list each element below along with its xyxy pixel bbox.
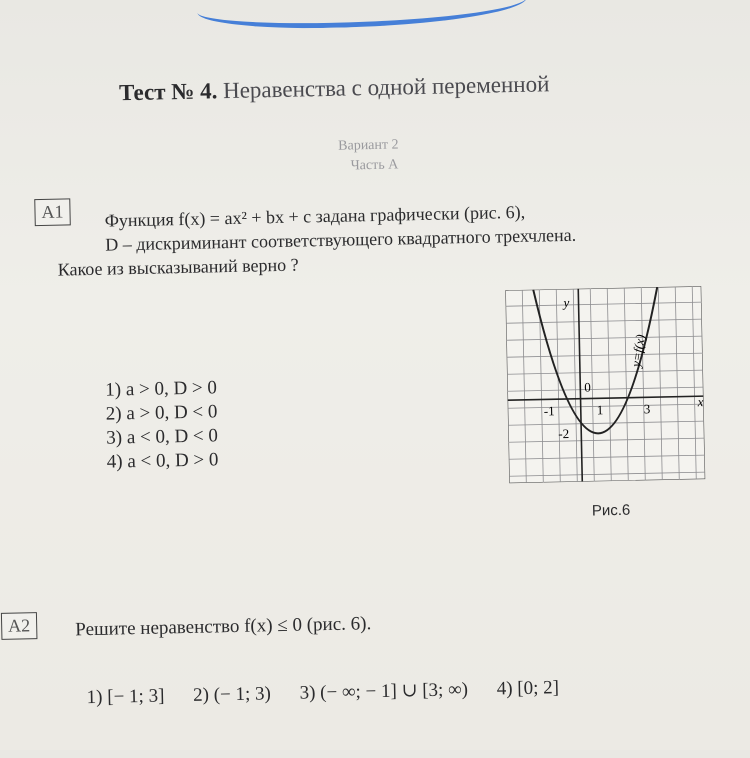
curve-label: y=f(x) xyxy=(628,333,648,368)
y-axis-label: y xyxy=(563,294,570,311)
a2-answer-2: 2) (− 1; 3) xyxy=(192,683,272,706)
tick-neg2: -2 xyxy=(558,425,570,442)
question-a2-text: Решите неравенство f(x) ≤ 0 (рис. 6). xyxy=(75,613,372,641)
tick-neg1: -1 xyxy=(543,403,555,419)
tick-3: 3 xyxy=(643,401,651,417)
question-a1-line1: Функция f(x) = ax² + bx + c задана графически (рис. 6), xyxy=(104,201,526,231)
pen-mark xyxy=(197,0,528,31)
part-label: Часть A xyxy=(350,157,399,174)
parabola-graph xyxy=(505,286,705,483)
test-topic: Неравенства с одной переменной xyxy=(222,71,550,104)
test-number: Тест № 4. xyxy=(118,78,218,106)
a2-answer-4: 4) [0; 2] xyxy=(496,677,560,700)
a1-options xyxy=(105,376,219,474)
question-a1-line2: D – дискриминант соответствующего квадратного трехчлена. xyxy=(105,224,577,255)
a1-option-2: 2) a > 0, D < 0 xyxy=(105,401,218,425)
test-title xyxy=(119,71,550,106)
a1-option-3: 3) a < 0, D < 0 xyxy=(106,425,219,449)
a1-option-1: 1) a > 0, D > 0 xyxy=(105,377,218,401)
question-a1-line3: Какое из высказываний верно ? xyxy=(57,254,299,280)
variant-label: Вариант 2 xyxy=(338,137,399,154)
question-a1-label: A1 xyxy=(34,198,71,226)
a2-answers xyxy=(86,676,583,709)
x-axis-label: x xyxy=(697,394,704,410)
a1-option-4: 4) a < 0, D > 0 xyxy=(106,449,219,473)
a2-answer-1: 1) [− 1; 3] xyxy=(86,685,165,709)
tick-1: 1 xyxy=(596,402,604,418)
a2-answer-3: 3) (− ∞; − 1] ∪ [3; ∞) xyxy=(299,679,469,704)
question-a2-label: A2 xyxy=(1,612,38,640)
figure-caption: Рис.6 xyxy=(591,501,631,520)
origin-label: 0 xyxy=(584,379,591,395)
graph-frame xyxy=(505,286,705,483)
